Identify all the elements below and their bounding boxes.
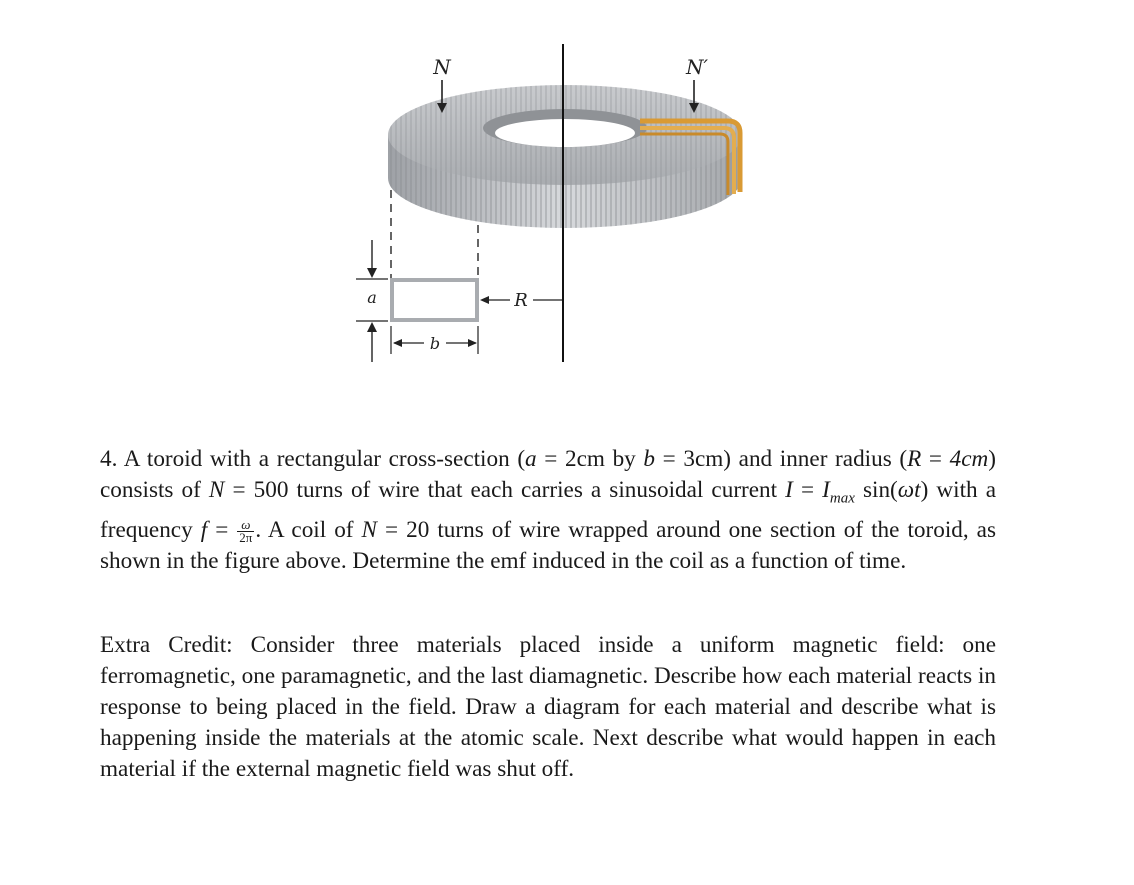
var-n-coil: N [361, 516, 378, 543]
var-b: b [643, 446, 655, 472]
text-segment: = 20 turns of wire wrapped around one section of the toroid, as shown in the figure above. Determine the emf induced in the coil as a function of time. [100, 516, 996, 574]
fraction-numerator: ω [237, 519, 254, 532]
problem-4-text [100, 444, 996, 577]
n-prime-label: N′ [685, 55, 709, 79]
var-r: R [907, 446, 922, 472]
a-label: a [367, 288, 377, 307]
n-label: N [433, 55, 451, 79]
extra-credit [100, 630, 996, 785]
text-segment: ) consists of [100, 446, 997, 503]
max-subscript: max [829, 490, 855, 507]
b-label: b [429, 334, 441, 353]
cross-section-rect [392, 280, 477, 320]
text-segment: ) with a frequency [100, 477, 997, 543]
problem-4 [100, 444, 996, 577]
r-value: 4cm [949, 446, 989, 472]
fraction-denominator: 2π [239, 529, 253, 545]
toroid-figure [0, 0, 1134, 420]
r-label: R [514, 290, 528, 311]
text-segment: = [921, 446, 950, 472]
text-segment: = [792, 477, 823, 503]
problem-number: 4. [100, 446, 118, 472]
text-segment: A toroid with a rectangular cross-section ( [123, 446, 526, 472]
text-segment: = 500 turns of wire that each carries a sinusoidal current [224, 477, 786, 503]
text-segment: = 3cm) and inner radius ( [655, 446, 908, 472]
frequency-fraction [237, 516, 254, 545]
text-segment: = [207, 516, 237, 543]
var-i: I [785, 477, 793, 503]
text-segment: . A coil of [255, 516, 362, 543]
var-imax: I [822, 477, 830, 503]
text-segment: = 2cm by [536, 446, 644, 472]
var-n: N [208, 477, 225, 503]
omega-t: ωt [897, 477, 921, 503]
var-f: f [200, 516, 208, 543]
extra-credit-text: Extra Credit: Consider three materials placed inside a uniform magnetic field: one ferromagnetic, one paramagnetic, and the last diamagnetic. Describe how each material reacts in response to being placed in the field. Draw a diagram for each material and describe what is happening inside the materials at the atomic scale. Next describe what would happen in each material if the external magnetic field was shut off. [100, 632, 996, 782]
text-segment: sin( [854, 477, 898, 503]
var-a: a [525, 446, 537, 472]
